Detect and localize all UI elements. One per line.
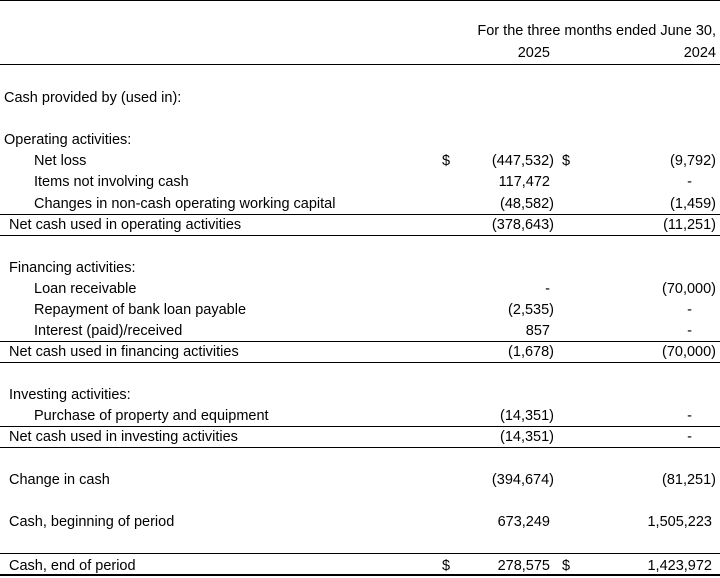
financing-row-current: - — [545, 281, 550, 297]
cash-ending-label: Cash, end of period — [9, 558, 136, 574]
operating-row-label: Items not involving cash — [34, 174, 189, 190]
cash-ending-prior: 1,423,972 — [647, 558, 712, 574]
financing-row-label: Repayment of bank loan payable — [34, 302, 247, 318]
financing-row-current: (2,535) — [508, 302, 554, 318]
currency-symbol: $ — [562, 153, 571, 169]
investing-row-current: (14,351) — [499, 408, 554, 424]
financing-heading: Financing activities: — [9, 260, 136, 276]
operating-total-prior: (11,251) — [663, 217, 716, 233]
investing-row-prior: - — [687, 408, 692, 424]
operating-row-label: Changes in non-cash operating working capital — [34, 196, 336, 212]
operating-row-label: Net loss — [34, 153, 87, 169]
operating-row-current: (48,582) — [499, 196, 554, 212]
financing-row-prior: (70,000) — [661, 281, 716, 297]
cash-beginning-prior: 1,505,223 — [647, 514, 712, 530]
year-current-heading: 2025 — [517, 45, 550, 61]
financing-total-label: Net cash used in financing activities — [9, 344, 239, 360]
header-rule — [0, 64, 720, 65]
ending-bottom-rule — [0, 574, 720, 576]
operating-row-prior: (1,459) — [670, 196, 716, 212]
operating-row-current: 117,472 — [498, 174, 550, 190]
financing-total-bottom-rule — [0, 362, 720, 363]
financing-total-top-rule — [0, 341, 720, 342]
change-in-cash-current: (394,674) — [491, 472, 554, 488]
ending-top-rule — [0, 553, 720, 554]
cash-ending-current: 278,575 — [497, 558, 550, 574]
investing-total-top-rule — [0, 426, 720, 427]
financing-row-prior: - — [687, 302, 692, 318]
operating-total-top-rule — [0, 214, 720, 215]
cash-beginning-current: 673,249 — [497, 514, 550, 530]
financing-row-label: Interest (paid)/received — [34, 323, 183, 339]
change-in-cash-prior: (81,251) — [661, 472, 716, 488]
operating-heading: Operating activities: — [4, 132, 132, 148]
period-heading: For the three months ended June 30, — [477, 23, 716, 39]
financing-total-current: (1,678) — [508, 344, 554, 360]
operating-row-prior: - — [687, 174, 692, 190]
financing-row-label: Loan receivable — [34, 281, 137, 297]
investing-total-prior: - — [687, 429, 692, 445]
investing-total-label: Net cash used in investing activities — [9, 429, 238, 445]
investing-heading: Investing activities: — [9, 387, 131, 403]
investing-row-label: Purchase of property and equipment — [34, 408, 269, 424]
currency-symbol: $ — [442, 153, 451, 169]
currency-symbol: $ — [442, 558, 451, 574]
top-rule — [0, 0, 720, 1]
cash-beginning-label: Cash, beginning of period — [9, 514, 175, 530]
investing-total-bottom-rule — [0, 447, 720, 448]
change-in-cash-label: Change in cash — [9, 472, 110, 488]
financing-row-prior: - — [687, 323, 692, 339]
currency-symbol: $ — [562, 558, 571, 574]
investing-total-current: (14,351) — [499, 429, 554, 445]
operating-row-prior: (9,792) — [670, 153, 716, 169]
year-prior-heading: 2024 — [683, 45, 716, 61]
statement-intro: Cash provided by (used in): — [4, 90, 182, 106]
operating-total-current: (378,643) — [491, 217, 554, 233]
operating-total-bottom-rule — [0, 235, 720, 236]
operating-row-current: (447,532) — [491, 153, 554, 169]
financing-row-current: 857 — [525, 323, 550, 339]
financing-total-prior: (70,000) — [661, 344, 716, 360]
operating-total-label: Net cash used in operating activities — [9, 217, 242, 233]
